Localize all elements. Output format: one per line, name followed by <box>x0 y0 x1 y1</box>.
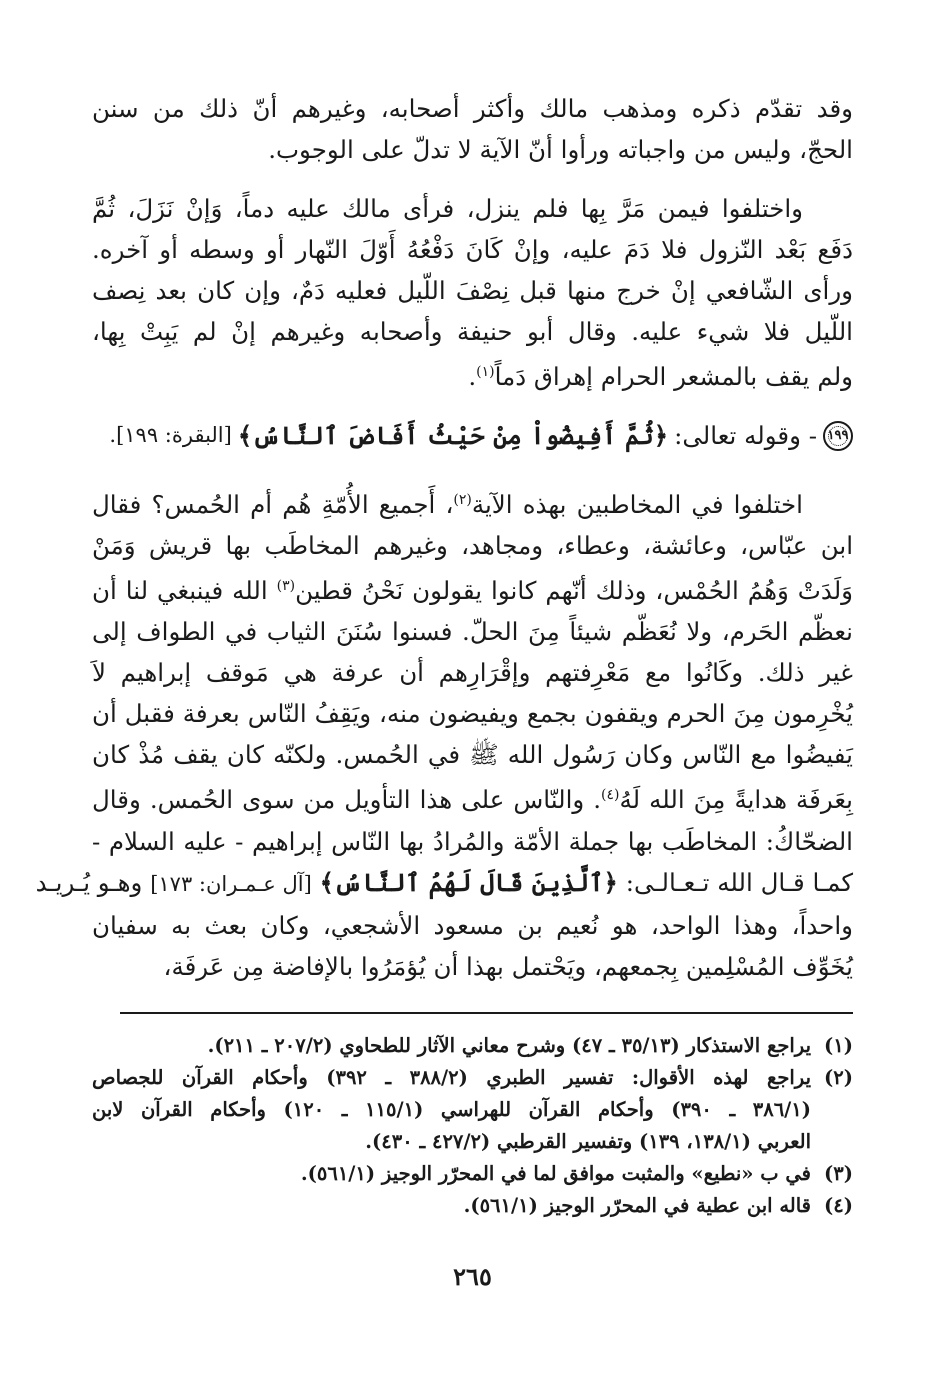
footnote-number: (٤) <box>824 1194 853 1217</box>
footnote-line: في ب «نطيع» والمثبت موافق لما في المحرّر الوجيز (٥٦١/١). <box>300 1162 811 1185</box>
footnote-number: (٢) <box>824 1066 853 1089</box>
text-line: ولم يقف بالمشعر الحرام إهراق دَماً$^{(١)}$. <box>468 362 853 392</box>
text-line <box>35 862 853 905</box>
paragraph-3 <box>35 480 853 986</box>
verse-heading <box>92 415 853 456</box>
footnote-ref-1[interactable]: (١) <box>476 364 495 380</box>
text-segment: وهـو يُـريـد <box>35 867 143 897</box>
text-line: دَفَع بَعْد النّزول فلا دَمَ عليه، وإنْ كَانَ دَفْعُهُ أَوّلَ النّهار أو وسطه أو آخره. <box>92 235 853 264</box>
text-line: نعظّم الحَرم، ولا نُعَظّم شيئاً مِنَ الحلّ. فسنوا سُنَنَ الثياب في الطواف إلى <box>92 617 853 647</box>
footnote-4 <box>92 1190 853 1222</box>
footnote-3 <box>92 1158 853 1190</box>
text-line <box>92 480 853 525</box>
text-line: يُخْرِمون مِنَ الحرم ويقفون بجمع ويفيضون منه، ويَقِفُ النّاس بعرفة فقبل أن <box>92 699 853 729</box>
footnote-line: يراجع لهذه الأقوال: تفسير الطبري (٣٨٨/٢ ـ ٣٩٢) وأحكام القرآن للجصاص <box>92 1066 811 1089</box>
footnote-ref-3[interactable]: (٣) <box>276 578 296 595</box>
paragraph-2 <box>92 188 853 397</box>
verse-reference: [آل عـمـران: ١٧٣] <box>150 871 312 896</box>
verse-number-badge: ١٩٩ <box>823 421 853 451</box>
footnote-separator <box>120 1012 853 1014</box>
footnote-1 <box>92 1030 853 1062</box>
footnote-body <box>92 1158 811 1190</box>
verse-reference: [البقرة: ١٩٩]. <box>109 423 232 448</box>
text-line: اللّيل فلا شيء عليه. وقال أبو حنيفة وأصحابه وغيرهم إنْ لم يَبِتْ بِها، <box>92 317 853 346</box>
text-segment: وَلَدَتْ وَهُمُ الحُمْس، وذلك أنّهم كانوا يقولون نَحْنُ قطين <box>295 576 853 606</box>
text-line: ابن عبّاس، وعائشة، وعطاء، ومجاهد، وغيرهم المخاطَب بها قريش وَمَنْ <box>92 531 853 561</box>
text-line: يَفيضُوا مع النّاس وكان رَسُول الله ﷺ في الحُمس. ولكنّه كان يقف مُذْ كان <box>92 740 853 770</box>
footnote-number: (١) <box>824 1034 853 1057</box>
verse-intro: - وقوله تعالى: <box>674 421 817 451</box>
quran-verse: ﴿ٱلَّذِينَ قَالَ لَهُمُ ٱلنَّاسُ﴾ <box>319 867 618 897</box>
quran-verse: ﴿ثُمَّ أَفِيضُواْ مِنْ حَيْثُ أَفَاضَ ٱلنَّاسُ﴾ <box>237 421 669 451</box>
text-segment: الله فينبغي لنا أن <box>92 576 268 606</box>
text-line: الحجّ، وليس من واجباته ورأوا أنّ الآية لا تدلّ على الوجوب. <box>268 135 853 164</box>
text-segment: ، أَجميع الأُمّةِ هُم أم الحُمس؟ فقال <box>92 490 454 520</box>
footnote-line: (٣٨٦/١ ـ ٣٩٠) وأحكام القرآن للهراسي (١١٥/١ ـ ١٢٠) وأحكام القرآن لابن <box>92 1098 812 1121</box>
text-segment: . والنّاس على هذا التأويل من سوى الحُمس. وقال <box>92 785 602 815</box>
text-line <box>92 775 853 820</box>
footnote-line: يراجع الاستذكار (٣٥/١٣ ـ ٤٧) وشرح معاني الآثار للطحاوي (٢٠٧/٢ ـ ٢١١). <box>207 1034 811 1057</box>
text-line: ورأى الشّافعي إنْ خرج منها قبل نِصْفَ اللّيل فعليه دَمٌ، وإن كان بعد نِصف <box>92 276 853 305</box>
text-segment: اختلفوا في المخاطبين بهذه الآية <box>471 490 803 520</box>
text-line: الضحّاكُ: المخاطَب بها جملة الأمّة والمُرادُ بها النّاس إبراهيم - عليه السلام - <box>92 826 853 856</box>
footnote-number: (٣) <box>824 1162 853 1185</box>
text-line: وقد تقدّم ذكره ومذهب مالك وأكثر أصحابه، وغيرهم أنّ ذلك من سنن <box>92 94 853 123</box>
footnotes <box>92 1030 853 1222</box>
text-line: غير ذلك. وكَانُوا مع مَعْرِفتهم وإقْرَارِهم أن عرفة هي مَوقف إبراهيم لاَ <box>92 658 853 688</box>
footnote-body <box>92 1062 811 1158</box>
footnote-line: العربي (١٣٨/١، ١٣٩) وتفسير القرطبي (٤٢٧/٢ ـ ٤٣٠). <box>365 1130 811 1153</box>
footnote-2 <box>92 1062 853 1158</box>
text-line: واحداً، وهذا الواحد، هو نُعيم بن مسعود الأشجعي، وكان بعث به سفيان <box>92 910 853 940</box>
footnote-ref-4[interactable]: (٤) <box>601 787 620 804</box>
footnote-body <box>92 1030 811 1062</box>
text-segment: بِعَرفَة هدايةً مِنَ الله لَهُ <box>619 785 853 815</box>
footnote-body <box>92 1190 811 1222</box>
text-line <box>92 566 853 611</box>
text-segment: ولم يقف بالمشعر الحرام إهراق دَماً <box>494 362 853 392</box>
main-text <box>35 88 853 1005</box>
text-segment: كمـا قـال الله تـعـالـى: <box>625 867 853 897</box>
footnote-line: قاله ابن عطية في المحرّر الوجيز (٥٦١/١). <box>463 1194 811 1217</box>
footnote-ref-2[interactable]: (٢) <box>453 492 472 509</box>
text-line: يُخَوِّف المُسْلِمين بِجمعهم، ويَحْتمل بهذا أن يُؤمَرُوا بالإفاضة مِن عَرفَة، <box>163 951 853 981</box>
page-number: ٢٦٥ <box>453 1262 492 1291</box>
text-line: واختلفوا فيمن مَرَّ بِها فلم ينزل، فرأى مالك عليه دماً، وَإنْ نَزَلَ، ثُمَّ <box>92 194 803 223</box>
paragraph-1 <box>92 88 853 170</box>
